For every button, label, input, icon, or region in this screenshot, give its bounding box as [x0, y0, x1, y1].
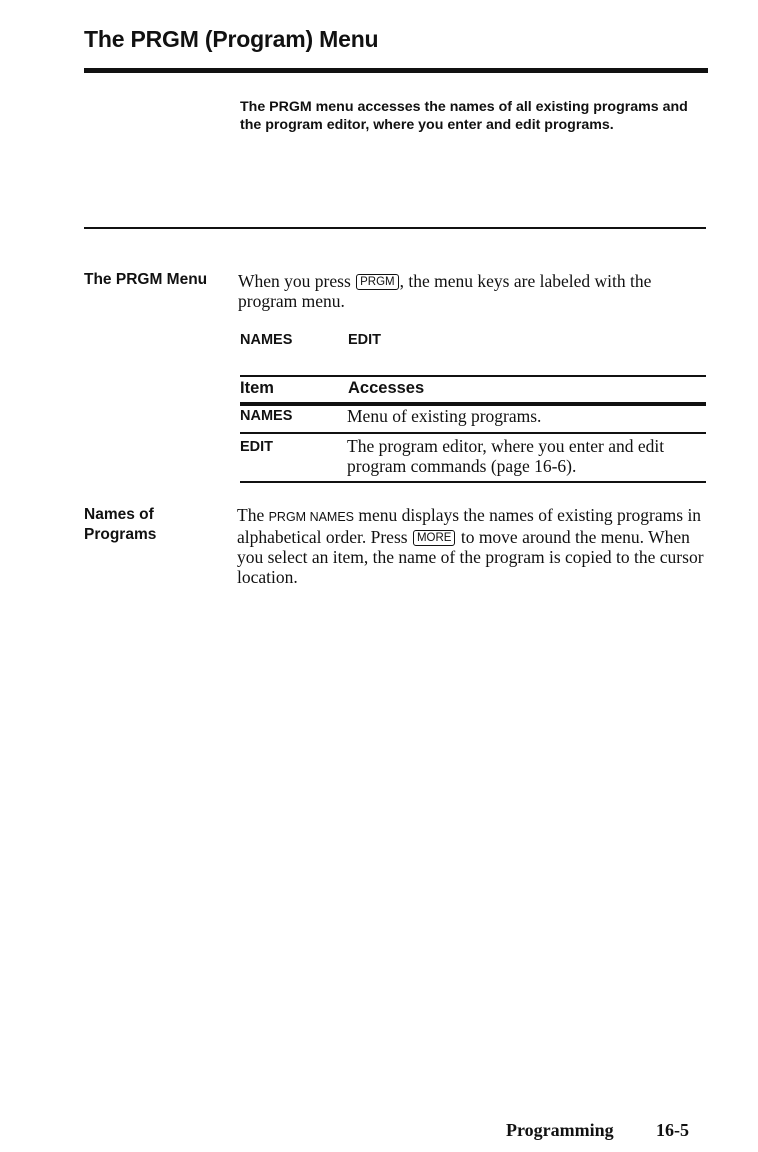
table-row-rule [240, 432, 706, 434]
table-header-accesses: Accesses [348, 379, 425, 397]
menu-key-edit: EDIT [348, 332, 382, 348]
table-header-item: Item [240, 379, 274, 397]
names-text-start: The [237, 505, 269, 525]
names-of-programs-heading [84, 505, 156, 545]
table-row-names-item: NAMES [240, 408, 293, 424]
footer-page-number: 16-5 [656, 1120, 689, 1140]
names-text-mid: menu displays the names of existing programs in alphabetical order. Press [237, 505, 702, 547]
table-top-rule [240, 375, 706, 377]
footer-section: Programming [506, 1120, 614, 1140]
table-row-edit-item: EDIT [240, 439, 274, 455]
intro-text: The PRGM menu accesses the names of all existing programs and the program editor, where you enter and edit programs. [240, 99, 688, 133]
names-of-programs-paragraph [237, 505, 707, 587]
prgm-menu-paragraph [238, 271, 708, 311]
section-rule [84, 227, 706, 229]
prgm-text-after-key: , the menu keys are labeled with the program menu. [238, 271, 652, 311]
names-heading-line2: Programs [84, 526, 157, 543]
prgm-menu-heading: The PRGM Menu [84, 271, 208, 288]
page-title: The PRGM (Program) Menu [84, 26, 379, 52]
prgm-key: PRGM [356, 274, 399, 290]
names-menu-ref: PRGM NAMES [268, 510, 355, 524]
table-row-names-accesses: Menu of existing programs. [347, 406, 542, 426]
names-text-end: to move around the menu. When you select an item, the name of the program is copied to the cursor location. [237, 527, 704, 587]
more-key: MORE [413, 530, 456, 546]
prgm-text-before-key: When you press [238, 271, 356, 291]
title-rule [84, 68, 708, 73]
table-bottom-rule [240, 481, 706, 483]
table-row-edit-accesses: The program editor, where you enter and edit program commands (page 16-6). [347, 436, 665, 476]
menu-key-names: NAMES [240, 332, 293, 348]
names-heading-line1: Names of [84, 506, 154, 523]
